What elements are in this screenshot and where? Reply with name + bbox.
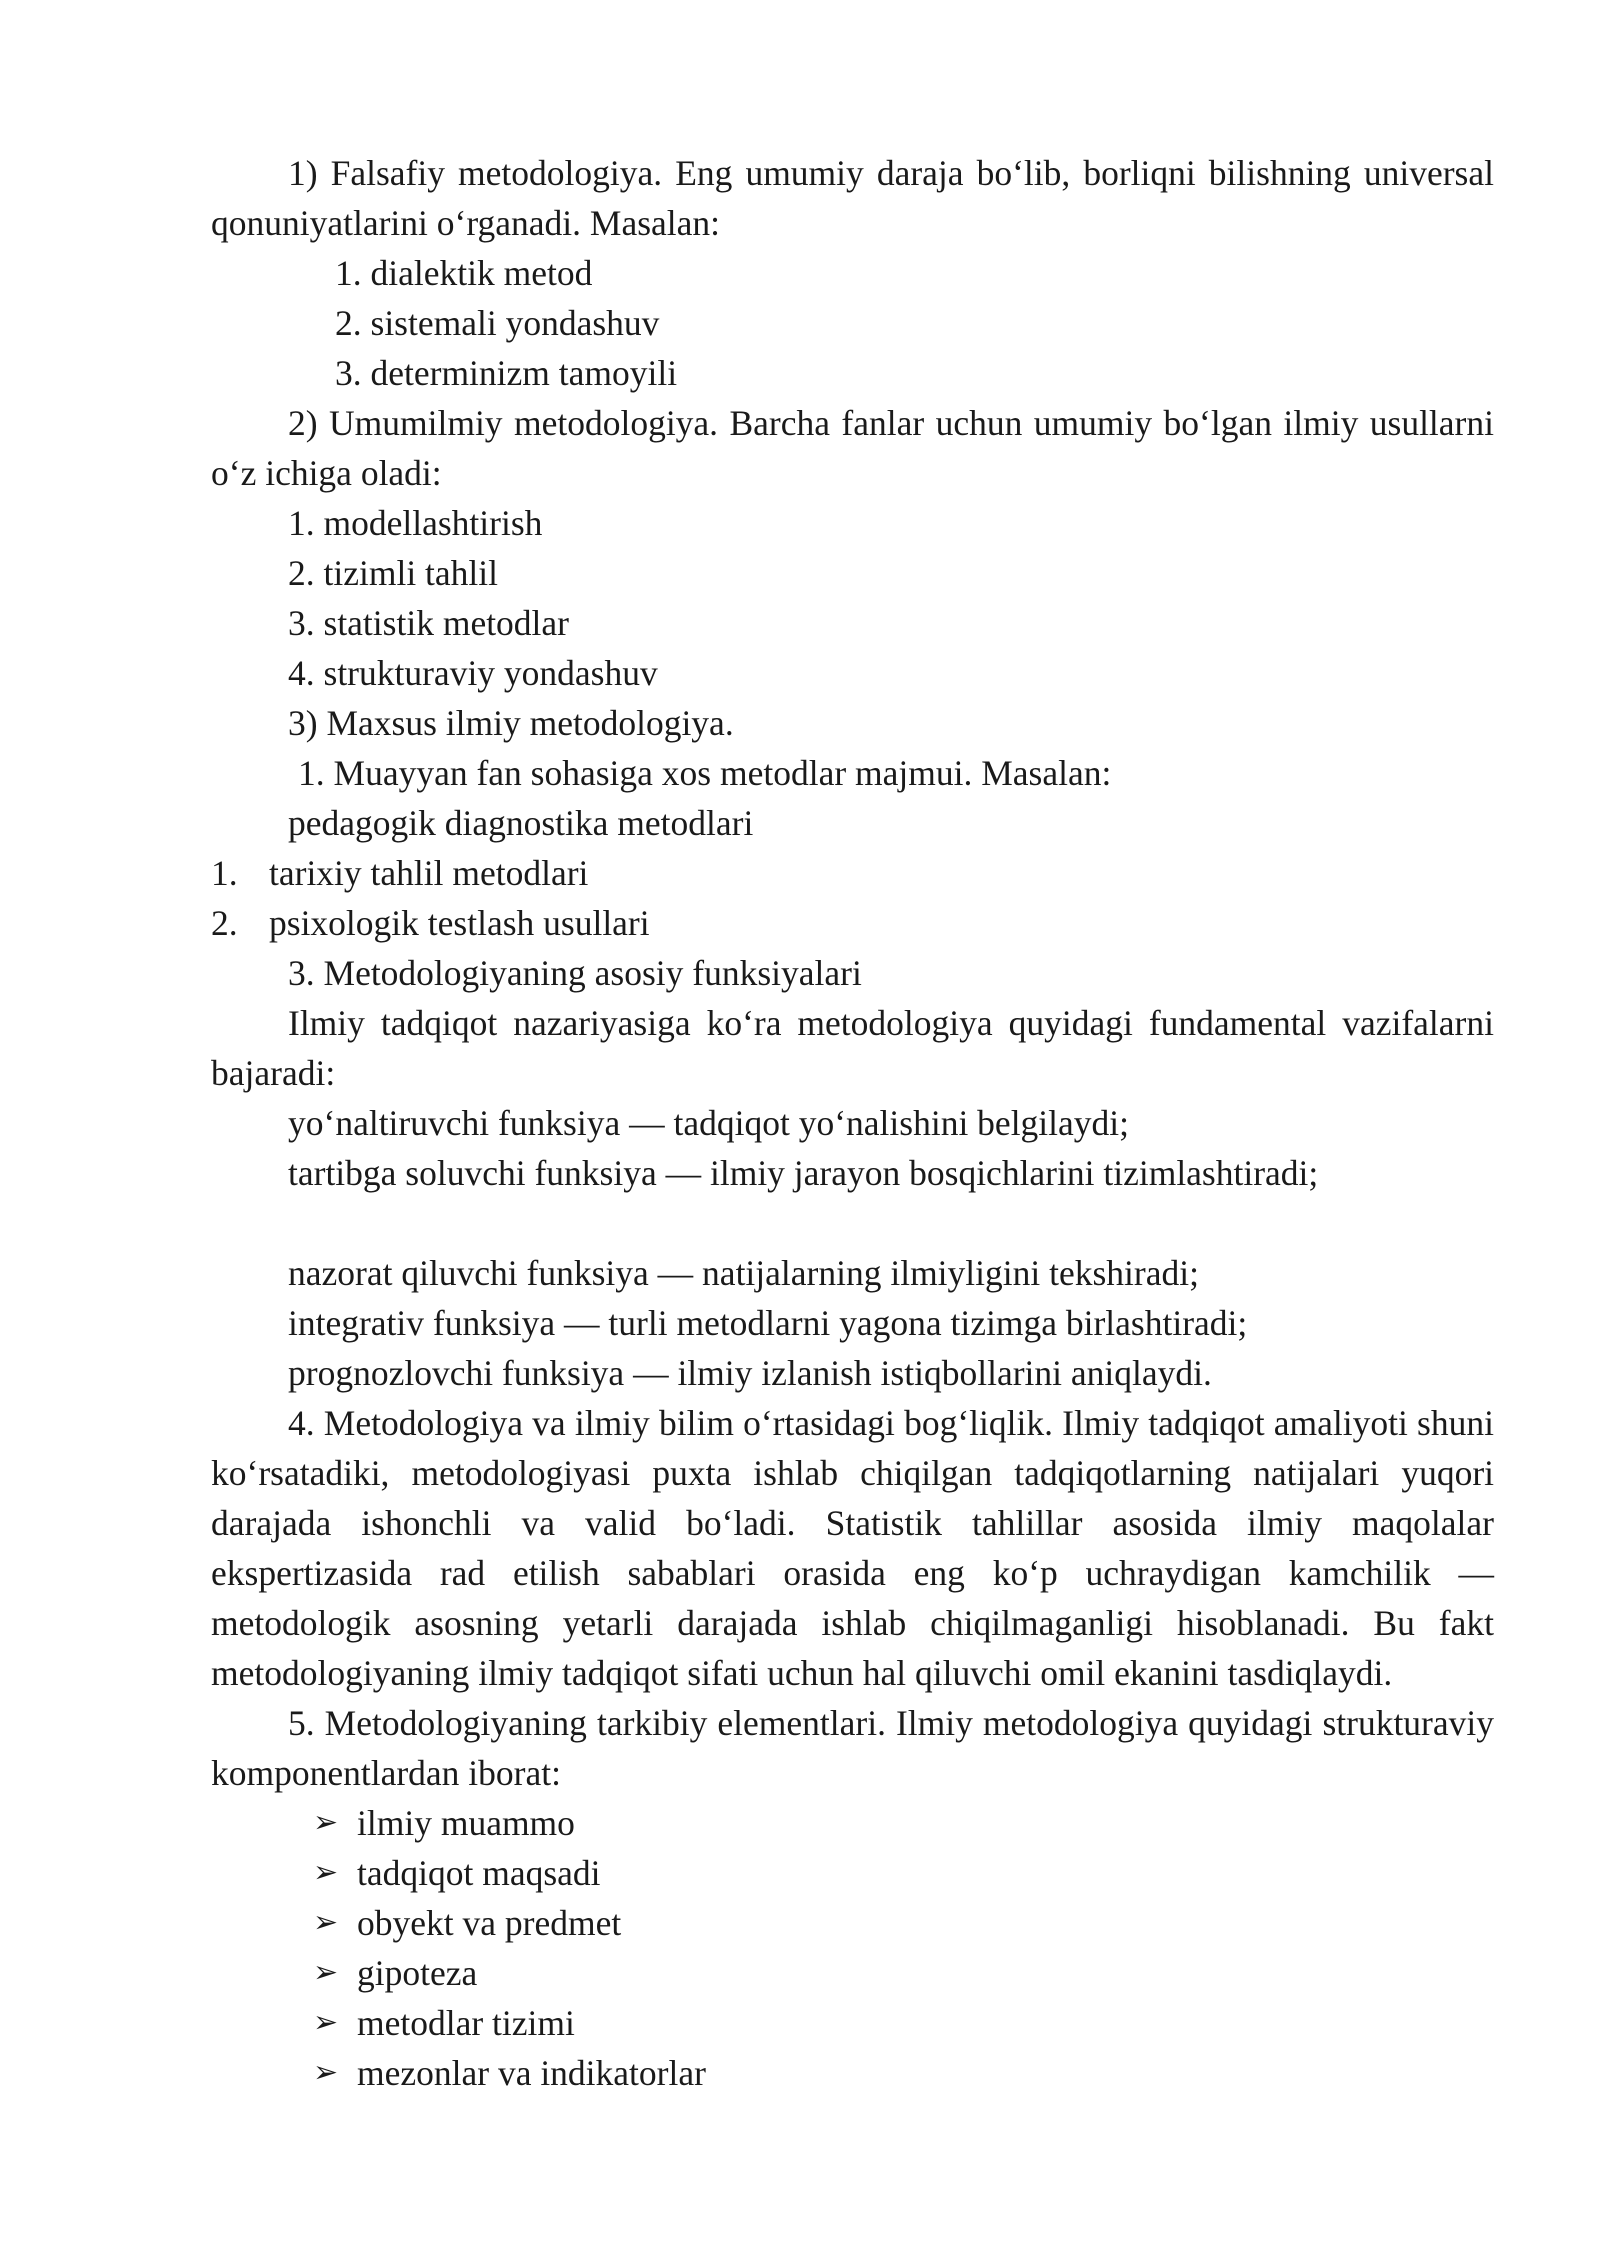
section-funksiyalar-intro: Ilmiy tadqiqot nazariyasiga ko‘ra metodologiya quyidagi fundamental vazifalarni bajaradi: [211, 1003, 1494, 1093]
list-item: 1. dialektik metod [335, 253, 593, 293]
bullet-item [211, 1798, 1494, 1848]
bullet-text: ilmiy muammo [357, 1803, 575, 1843]
arrow-bullet-icon: ➢ [313, 1955, 339, 1990]
numbered-list-item [211, 848, 1494, 898]
document-page [211, 148, 1494, 2098]
section-elementlar-paragraph: 5. Metodologiyaning tarkibiy elementlari. Ilmiy metodologiya quyidagi strukturaviy komponentlardan iborat: [211, 1703, 1494, 1793]
list-item: 2. tizimli tahlil [288, 553, 499, 593]
list-number: 2. [211, 903, 238, 943]
arrow-bullet-icon: ➢ [313, 1855, 339, 1890]
arrow-bullet-icon: ➢ [313, 2005, 339, 2040]
function-line: yo‘naltiruvchi funksiya — tadqiqot yo‘nalishini belgilaydi; [288, 1103, 1130, 1143]
list-item: 4. strukturaviy yondashuv [288, 653, 658, 693]
bullet-text: obyekt va predmet [357, 1903, 622, 1943]
arrow-bullet-icon: ➢ [313, 1805, 339, 1840]
bullet-item [211, 1848, 1494, 1898]
function-line: tartibga soluvchi funksiya — ilmiy jarayon bosqichlarini tizimlashtiradi; [288, 1153, 1319, 1193]
blank-line [211, 1198, 1494, 1248]
section-falsafiy-heading: 1) Falsafiy metodologiya. Eng umumiy daraja bo‘lib, borliqni bilishning universal qonuniyatlarini o‘rganadi. Masalan: [211, 153, 1494, 243]
section-boglliqlik-paragraph: 4. Metodologiya va ilmiy bilim o‘rtasidagi bog‘liqlik. Ilmiy tadqiqot amaliyoti shuni ko‘rsatadiki, metodologiyasi puxta ishlab chiqilgan tadqiqotlarning natijalari yuqori darajada ishonchli va valid bo‘ladi. Statistik tahlillar asosida ilmiy maqolalar ekspertizasida rad etilish sabablari orasida eng ko‘p uchraydigan kamchilik — metodologik asosning yetarli darajada ishlab chiqilmaganligi hisoblanadi. Bu fakt metodologiyaning ilmiy tadqiqot sifati uchun hal qiluvchi omil ekanini tasdiqlaydi. [211, 1403, 1494, 1693]
list-text: psixologik testlash usullari [269, 903, 650, 943]
section-maxsus-subheading: 1. Muayyan fan sohasiga xos metodlar majmui. Masalan: [298, 753, 1112, 793]
list-number: 1. [211, 853, 238, 893]
list-item: 1. modellashtirish [288, 503, 543, 543]
bullet-text: tadqiqot maqsadi [357, 1853, 601, 1893]
bullet-text: mezonlar va indikatorlar [357, 2053, 706, 2093]
function-line: nazorat qiluvchi funksiya — natijalarning ilmiyligini tekshiradi; [288, 1253, 1199, 1293]
bullet-item [211, 1998, 1494, 2048]
list-item: 3. statistik metodlar [288, 603, 570, 643]
list-item: 3. determinizm tamoyili [335, 353, 678, 393]
bullet-text: metodlar tizimi [357, 2003, 575, 2043]
bullet-item [211, 1948, 1494, 1998]
bullet-text: gipoteza [357, 1953, 478, 1993]
list-text: tarixiy tahlil metodlari [269, 853, 589, 893]
arrow-bullet-icon: ➢ [313, 2055, 339, 2090]
function-line: prognozlovchi funksiya — ilmiy izlanish istiqbollarini aniqlaydi. [288, 1353, 1212, 1393]
bullet-item [211, 1898, 1494, 1948]
bullet-item [211, 2048, 1494, 2098]
function-line: integrativ funksiya — turli metodlarni yagona tizimga birlashtiradi; [288, 1303, 1248, 1343]
numbered-list-item [211, 898, 1494, 948]
section-umumilmiy-heading: 2) Umumilmiy metodologiya. Barcha fanlar uchun umumiy bo‘lgan ilmiy usullarni o‘z ichiga oladi: [211, 403, 1494, 493]
list-item: pedagogik diagnostika metodlari [288, 803, 754, 843]
list-item: 2. sistemali yondashuv [335, 303, 660, 343]
arrow-bullet-icon: ➢ [313, 1905, 339, 1940]
section-maxsus-heading: 3) Maxsus ilmiy metodologiya. [288, 703, 734, 743]
section-funksiyalar-heading: 3. Metodologiyaning asosiy funksiyalari [288, 953, 862, 993]
